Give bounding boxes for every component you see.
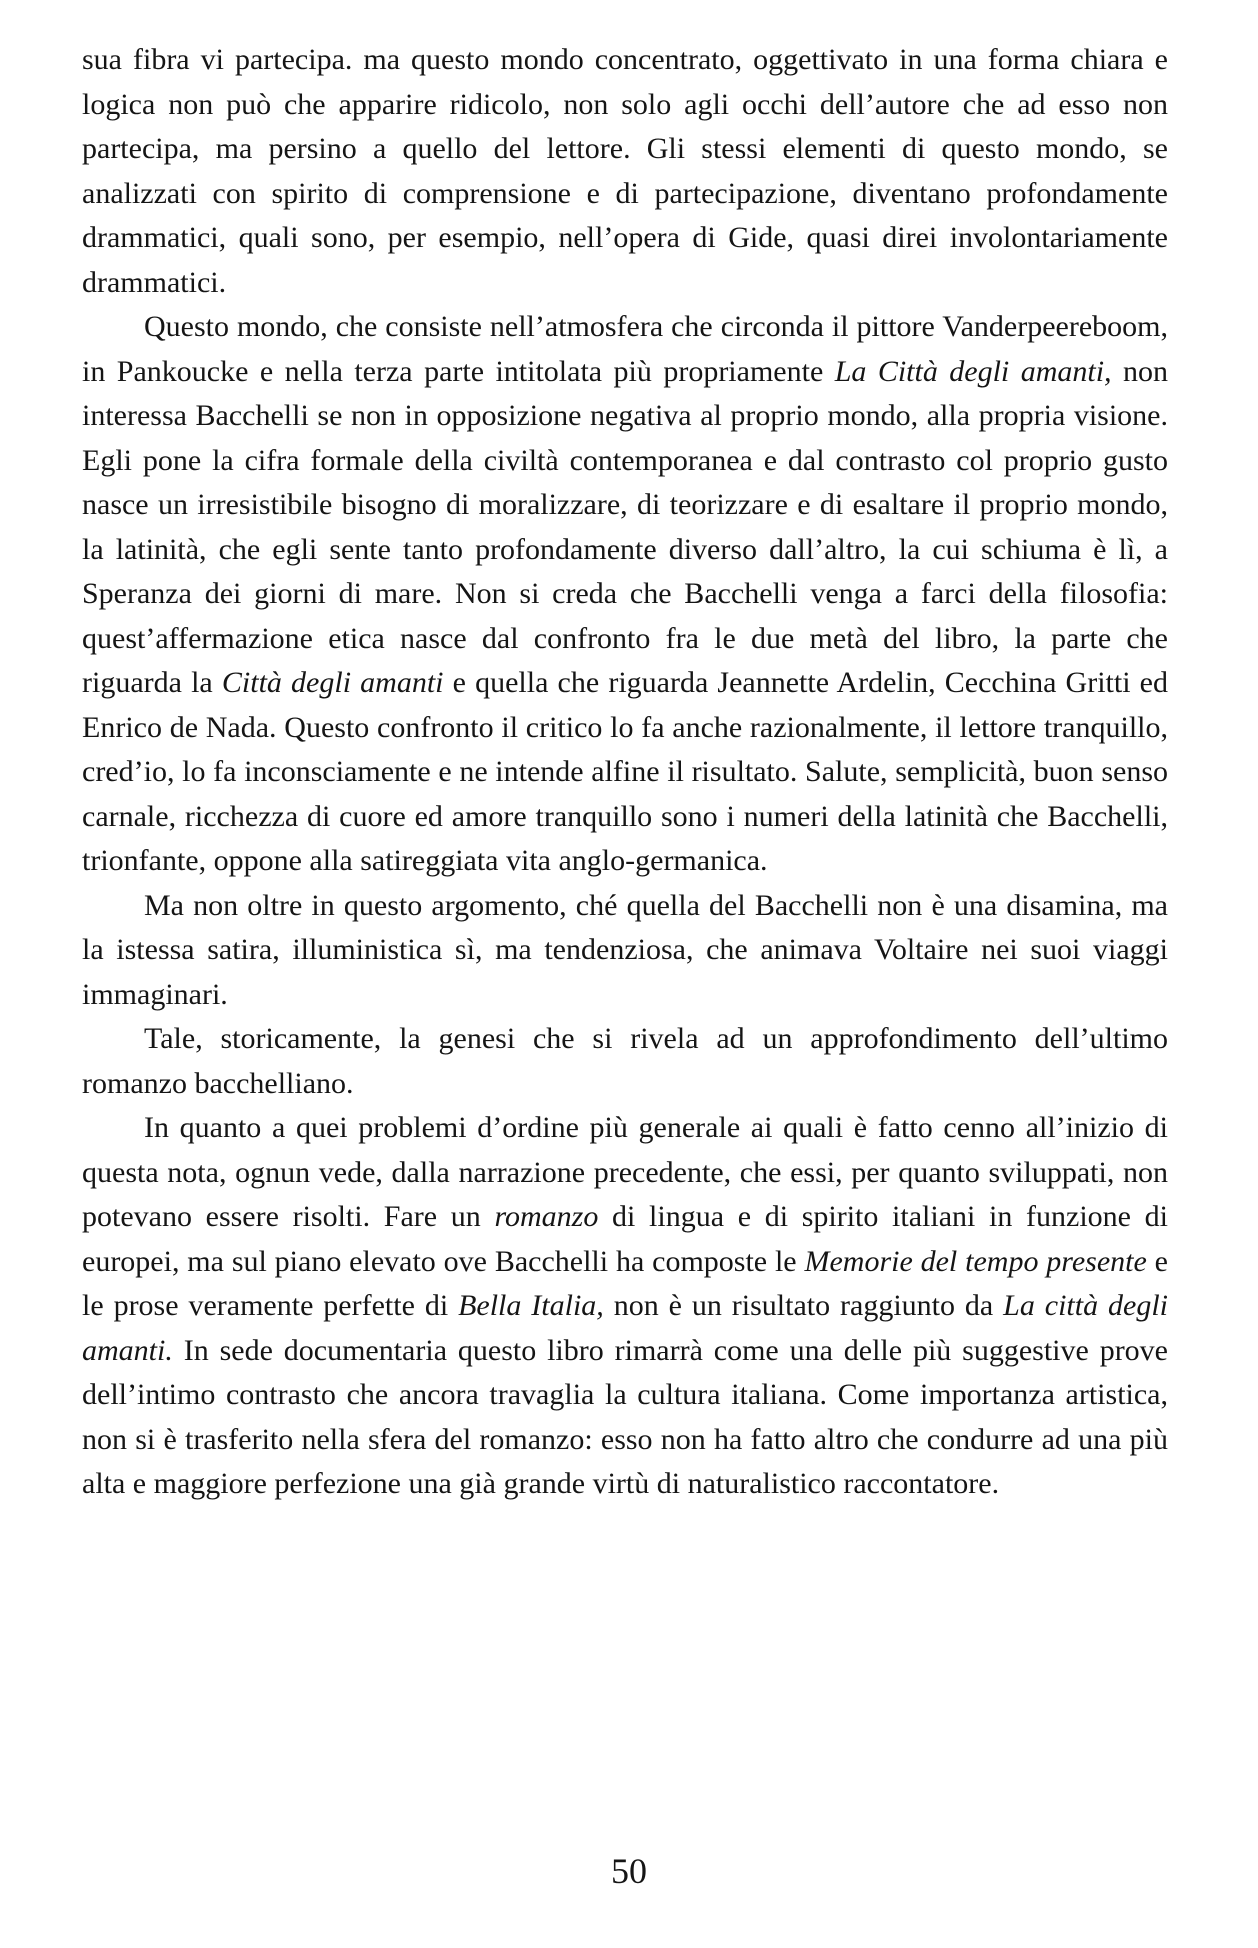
italic-title-la-citta-degli-amanti-2: La città degli amanti. bbox=[82, 1289, 1168, 1367]
italic-title-la-citta-degli-amanti: La Città degli amanti, bbox=[834, 354, 1112, 388]
paragraph-4-text: Tale, storicamente, la genesi che si rivela ad un approfondimento dell’ultimo romanzo bacchelliano. bbox=[82, 1022, 1168, 1100]
italic-title-bella-italia: Bella Italia, bbox=[458, 1289, 604, 1322]
italic-title-memorie-del-tempo-presente: Memorie del tempo presente bbox=[804, 1244, 1147, 1278]
paragraph-5-text-a: In quanto a quei problemi d’ordine più generale ai quali è fatto cenno all’inizio di questa nota, ognun vede, dalla narrazione precedente, che essi, per quanto sviluppati, non potevano essere risolti. Fare un bbox=[82, 1111, 1168, 1233]
paragraph-4 bbox=[82, 1017, 1168, 1106]
paragraph-5 bbox=[82, 1106, 1168, 1507]
page-body bbox=[82, 38, 1168, 1507]
italic-word-romanzo: romanzo bbox=[494, 1200, 599, 1233]
paragraph-5-text-b: di lingua e di spirito italiani in funzione di europei, ma sul piano elevato ove Bacchelli ha composte le bbox=[82, 1200, 1169, 1278]
paragraph-5-text-e: In sede documentaria questo libro rimarrà come una delle più suggestive prove dell’intimo contrasto che ancora travaglia la cultura italiana. Come importanza artistica, non si è trasferito nella sfera del romanzo: esso non ha fatto altro che condurre ad una più alta e maggiore perfezione una già grande virtù di naturalistico raccontatore. bbox=[82, 1333, 1168, 1500]
paragraph-2-text-a: Questo mondo, che consiste nell’atmosfera che circonda il pittore Vanderpeereboom, in Pankoucke e nella terza parte intitolata più propriamente bbox=[82, 310, 1168, 388]
paragraph-3-text: Ma non oltre in questo argomento, ché quella del Bacchelli non è una disamina, ma la istessa satira, illuministica sì, ma tendenziosa, che animava Voltaire nei suoi viaggi immaginari. bbox=[82, 888, 1168, 1011]
page-number: 50 bbox=[611, 1851, 647, 1891]
paragraph-2-text-b: non interessa Bacchelli se non in opposizione negativa al proprio mondo, alla propria visione. Egli pone la cifra formale della civiltà contemporanea e dal contrasto col proprio gusto nasce un irresistibile bisogno di moralizzare, di teorizzare e di esaltare il proprio mondo, la latinità, che egli sente tanto profondamente diverso dall’altro, la cui schiuma è lì, a Speranza dei giorni di mare. Non si creda che Bacchelli venga a farci della filosofia: quest’affermazione etica nasce dal confronto fra le due metà del libro, la parte che riguarda la bbox=[82, 354, 1169, 699]
paragraph-5-text-c: e le prose veramente perfette di bbox=[82, 1244, 1168, 1322]
paragraph-3 bbox=[82, 884, 1168, 1018]
paragraph-1-text: sua fibra vi partecipa. ma questo mondo concentrato, oggettivato in una forma chiara e logica non può che apparire ridicolo, non solo agli occhi dell’autore che ad esso non partecipa, ma persino a quello del lettore. Gli stessi elementi di questo mondo, se analizzati con spirito di comprensione e di partecipazione, diventano profondamente drammatici, quali sono, per esempio, nell’opera di Gide, quasi direi involontariamente drammatici. bbox=[82, 43, 1168, 299]
paragraph-5-text-d: non è un risultato raggiunto da bbox=[603, 1289, 1004, 1322]
paragraph-1 bbox=[82, 38, 1168, 305]
paragraph-2 bbox=[82, 305, 1168, 884]
italic-title-citta-degli-amanti: Città degli amanti bbox=[221, 666, 444, 699]
paragraph-2-text-c: e quella che riguarda Jeannette Ardelin, Cecchina Gritti ed Enrico de Nada. Questo confronto il critico lo fa anche razionalmente, il lettore tranquillo, cred’io, lo fa inconsciamente e ne intende alfine il risultato. Salute, semplicità, buon senso carnale, ricchezza di cuore ed amore tranquillo sono i numeri della latinità che Bacchelli, trionfante, oppone alla satireggiata vita anglo-germanica. bbox=[82, 666, 1168, 877]
